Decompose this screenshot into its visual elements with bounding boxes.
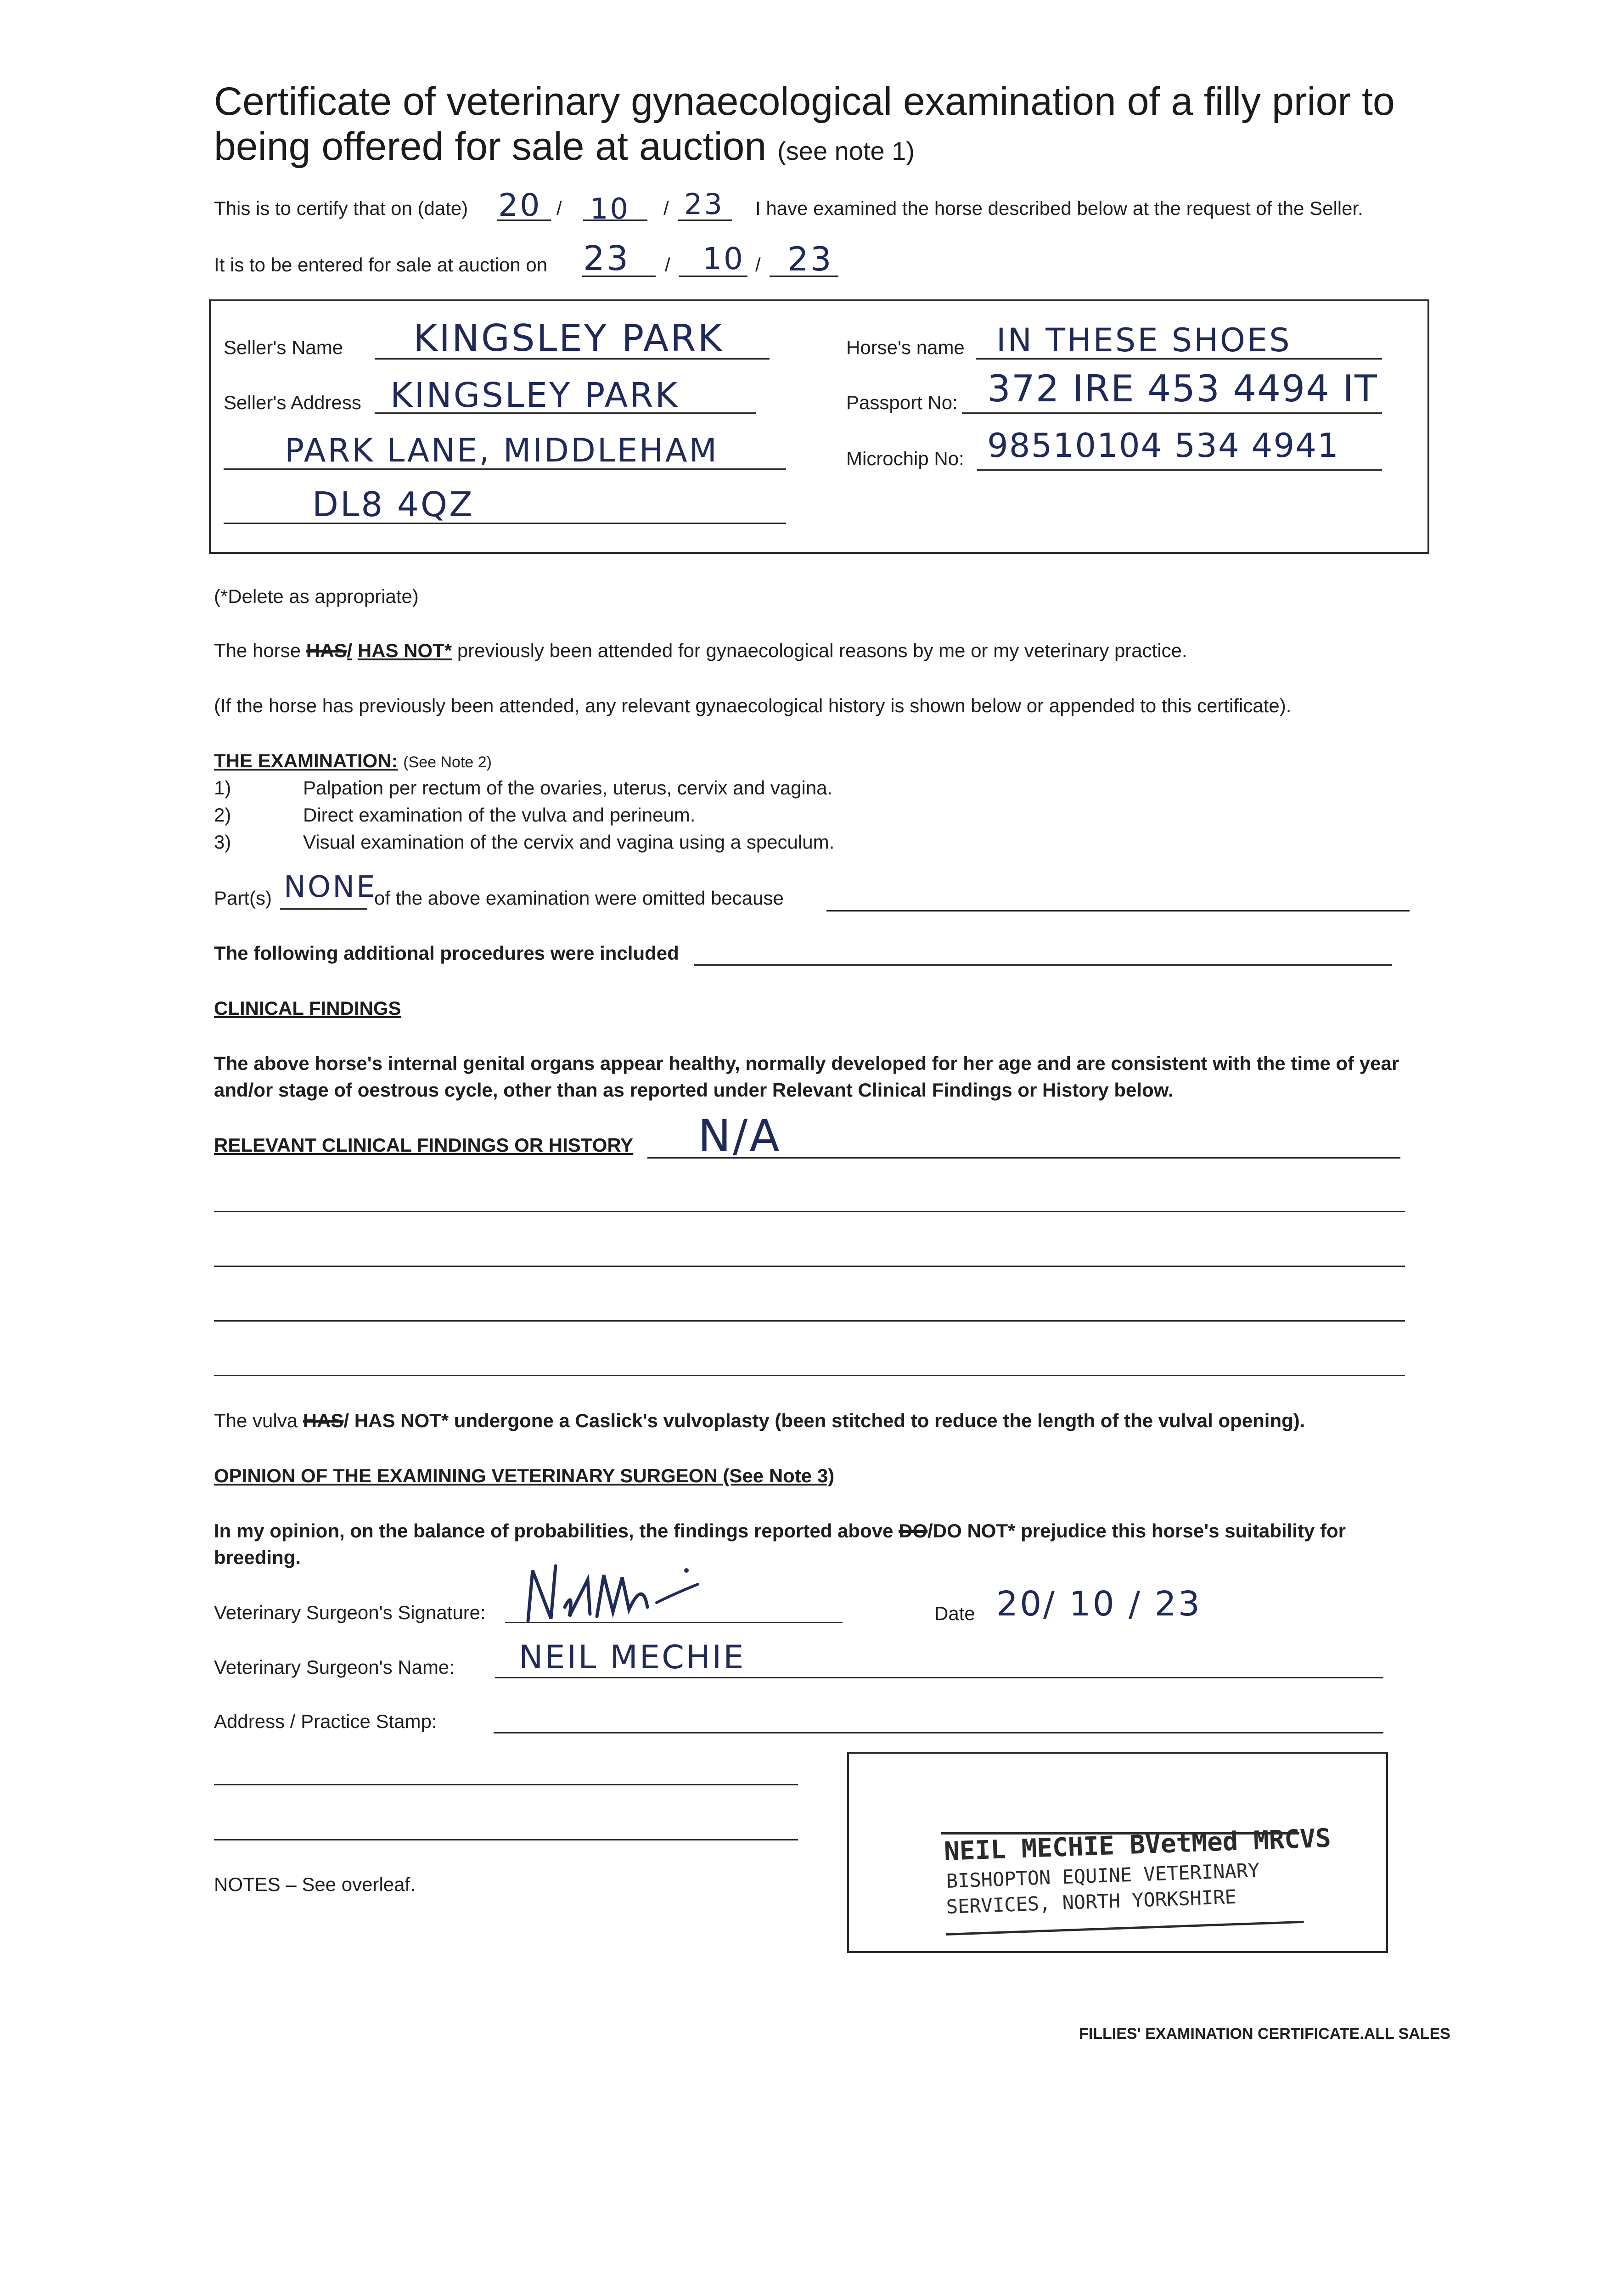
vulva-statement: The vulva HAS/ HAS NOT* undergone a Caslick's vulvoplasty (been stitched to reduce the length of the vulval opening). xyxy=(214,1410,1305,1431)
exam-item-2-text: Direct examination of the vulva and perineum. xyxy=(303,804,696,826)
delete-note: (*Delete as appropriate) xyxy=(214,585,419,607)
exam-month: 10 xyxy=(590,192,630,225)
microchip-label: Microchip No: xyxy=(846,448,964,469)
title-note: (see note 1) xyxy=(777,136,915,165)
stamp-line-2: BISHOPTON EQUINE VETERINARY xyxy=(946,1859,1260,1892)
address-line-1: KINGSLEY PARK xyxy=(390,376,680,415)
exam-item-3-text: Visual examination of the cervix and vagina using a speculum. xyxy=(303,831,835,853)
struck-has: HAS xyxy=(306,640,347,661)
opinion-text-1: In my opinion, on the balance of probabilities, the findings reported above DO/DO NOT* prejudice this horse's suitability for xyxy=(214,1520,1346,1542)
passport-number: 372 IRE 453 4494 IT xyxy=(987,367,1378,410)
sale-prefix: It is to be entered for sale at auction on xyxy=(214,254,548,276)
clinical-heading: CLINICAL FINDINGS xyxy=(214,997,401,1019)
horse-name-label: Horse's name xyxy=(846,337,965,358)
relevant-findings: N/A xyxy=(698,1110,781,1162)
struck-vulva-has: HAS xyxy=(303,1410,344,1431)
parts-label: Part(s) xyxy=(214,887,272,909)
exam-heading: THE EXAMINATION: (See Note 2) xyxy=(214,750,492,771)
exam-item-1-text: Palpation per rectum of the ovaries, uterus, cervix and vagina. xyxy=(303,777,833,799)
attended-statement: The horse HAS/ HAS NOT* previously been attended for gynaecological reasons by me or my veterinary practice. xyxy=(214,640,1187,661)
address-line-3: DL8 4QZ xyxy=(312,485,474,524)
certify-suffix: I have examined the horse described below at the request of the Seller. xyxy=(755,197,1363,219)
certify-prefix: This is to certify that on (date) xyxy=(214,197,468,219)
date-separator: / xyxy=(663,197,669,219)
exam-item-3: 3) xyxy=(214,831,231,853)
parts-omitted: NONE xyxy=(284,870,377,904)
seller-address-label: Seller's Address xyxy=(224,392,361,413)
clinical-text-1: The above horse's internal genital organs appear healthy, normally developed for her age and are consistent with the time of year xyxy=(214,1052,1399,1074)
opinion-heading: OPINION OF THE EXAMINING VETERINARY SURGEON (See Note 3) xyxy=(214,1465,835,1486)
address-stamp-label: Address / Practice Stamp: xyxy=(214,1711,437,1732)
opinion-text-2: breeding. xyxy=(214,1547,301,1568)
title-line-1: Certificate of veterinary gynaecological examination of a filly prior to xyxy=(214,79,1395,124)
horse-name: IN THESE SHOES xyxy=(996,321,1292,359)
title-line-2: being offered for sale at auction (see note 1) xyxy=(214,124,915,169)
seller-name: KINGSLEY PARK xyxy=(413,317,724,360)
additional-label: The following additional procedures were included xyxy=(214,942,679,964)
sale-year: 23 xyxy=(787,240,833,278)
vet-name: NEIL MECHIE xyxy=(519,1638,746,1676)
document-title xyxy=(214,79,1395,174)
date-separator: / xyxy=(755,254,761,276)
sale-month: 10 xyxy=(702,241,745,276)
vet-name-label: Veterinary Surgeon's Name: xyxy=(214,1656,455,1678)
sale-day: 23 xyxy=(583,239,630,278)
parts-suffix: of the above examination were omitted because xyxy=(374,887,784,909)
seller-name-label: Seller's Name xyxy=(224,337,343,358)
exam-year: 23 xyxy=(684,187,724,221)
stamp-line-1: NEIL MECHIE BVetMed MRCVS xyxy=(944,1823,1332,1867)
passport-label: Passport No: xyxy=(846,392,958,413)
history-note: (If the horse has previously been attended, any relevant gynaecological history is shown below or appended to this certificate). xyxy=(214,695,1292,716)
stamp-line-3: SERVICES, NORTH YORKSHIRE xyxy=(946,1885,1237,1918)
clinical-text-2: and/or stage of oestrous cycle, other than as reported under Relevant Clinical Findings or History below. xyxy=(214,1079,1174,1101)
date-separator: / xyxy=(556,197,562,219)
exam-day: 20 xyxy=(498,187,542,224)
exam-item-1: 1) xyxy=(214,777,231,799)
footer-label: FILLIES' EXAMINATION CERTIFICATE.ALL SALES xyxy=(1079,2025,1450,2043)
address-line-2: PARK LANE, MIDDLEHAM xyxy=(285,432,719,469)
signature-date: 20/ 10 / 23 xyxy=(996,1584,1202,1624)
exam-item-2: 2) xyxy=(214,804,231,826)
date-label: Date xyxy=(934,1603,975,1624)
has-not: HAS NOT* xyxy=(357,640,452,661)
date-separator: / xyxy=(665,254,670,276)
notes-label: NOTES – See overleaf. xyxy=(214,1874,416,1895)
struck-do: DO xyxy=(899,1520,928,1542)
signature-mark xyxy=(523,1552,716,1635)
signature-label: Veterinary Surgeon's Signature: xyxy=(214,1602,486,1623)
relevant-heading: RELEVANT CLINICAL FINDINGS OR HISTORY xyxy=(214,1134,634,1156)
microchip-number: 98510104 534 4941 xyxy=(987,426,1339,465)
